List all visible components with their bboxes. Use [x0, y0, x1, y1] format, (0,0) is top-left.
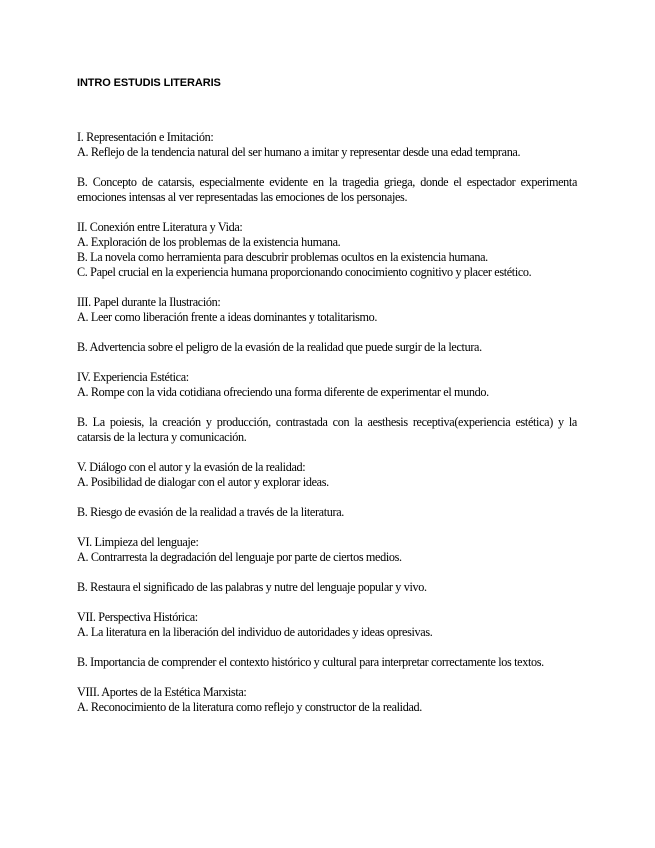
- section-3: [77, 295, 577, 355]
- section-heading: V. Diálogo con el autor y la evasión de la realidad:: [77, 460, 306, 474]
- section-heading: VII. Perspectiva Histórica:: [77, 610, 198, 624]
- section-heading: II. Conexión entre Literatura y Vida:: [77, 220, 243, 234]
- section-item: A. Reflejo de la tendencia natural del ser humano a imitar y representar desde una edad temprana.: [77, 145, 521, 159]
- section-heading: I. Representación e Imitación:: [77, 130, 214, 144]
- section-4: [77, 370, 577, 445]
- section-item: A. Posibilidad de dialogar con el autor y explorar ideas.: [77, 475, 329, 489]
- section-heading: VIII. Aportes de la Estética Marxista:: [77, 685, 247, 699]
- section-5: [77, 460, 577, 520]
- document-page: [77, 76, 577, 730]
- section-7: [77, 610, 577, 670]
- section-2: [77, 220, 577, 280]
- section-item: B. Advertencia sobre el peligro de la evasión de la realidad que puede surgir de la lectura.: [77, 340, 482, 354]
- section-1: [77, 130, 577, 205]
- section-item: A. Rompe con la vida cotidiana ofreciendo una forma diferente de experimentar el mundo.: [77, 385, 489, 399]
- section-item: A. Reconocimiento de la literatura como reflejo y constructor de la realidad.: [77, 700, 422, 714]
- section-heading: III. Papel durante la Ilustración:: [77, 295, 221, 309]
- section-item: A. Exploración de los problemas de la existencia humana.: [77, 235, 341, 249]
- document-title: INTRO ESTUDIS LITERARIS: [77, 77, 221, 89]
- section-6: [77, 535, 577, 595]
- section-item: B. Importancia de comprender el contexto histórico y cultural para interpretar correctamente los textos.: [77, 655, 544, 669]
- section-8: [77, 685, 577, 715]
- section-item: B. Riesgo de evasión de la realidad a través de la literatura.: [77, 505, 344, 519]
- section-item: A. La literatura en la liberación del individuo de autoridades y ideas opresivas.: [77, 625, 433, 639]
- section-item: B. La poiesis, la creación y producción, contrastada con la aesthesis receptiva(experiencia estética) y la catarsis de la lectura y comunicación.: [77, 415, 577, 444]
- section-item: C. Papel crucial en la experiencia humana proporcionando conocimiento cognitivo y placer estético.: [77, 265, 532, 279]
- section-heading: VI. Limpieza del lenguaje:: [77, 535, 199, 549]
- section-item: B. Concepto de catarsis, especialmente evidente en la tragedia griega, donde el espectador experimenta emociones intensas al ver representadas las emociones de los personajes.: [77, 175, 577, 204]
- document-body: [77, 130, 577, 715]
- section-item: A. Leer como liberación frente a ideas dominantes y totalitarismo.: [77, 310, 378, 324]
- section-heading: IV. Experiencia Estética:: [77, 370, 189, 384]
- section-item: B. Restaura el significado de las palabras y nutre del lenguaje popular y vivo.: [77, 580, 427, 594]
- section-item: A. Contrarresta la degradación del lenguaje por parte de ciertos medios.: [77, 550, 402, 564]
- section-item: B. La novela como herramienta para descubrir problemas ocultos en la existencia humana.: [77, 250, 488, 264]
